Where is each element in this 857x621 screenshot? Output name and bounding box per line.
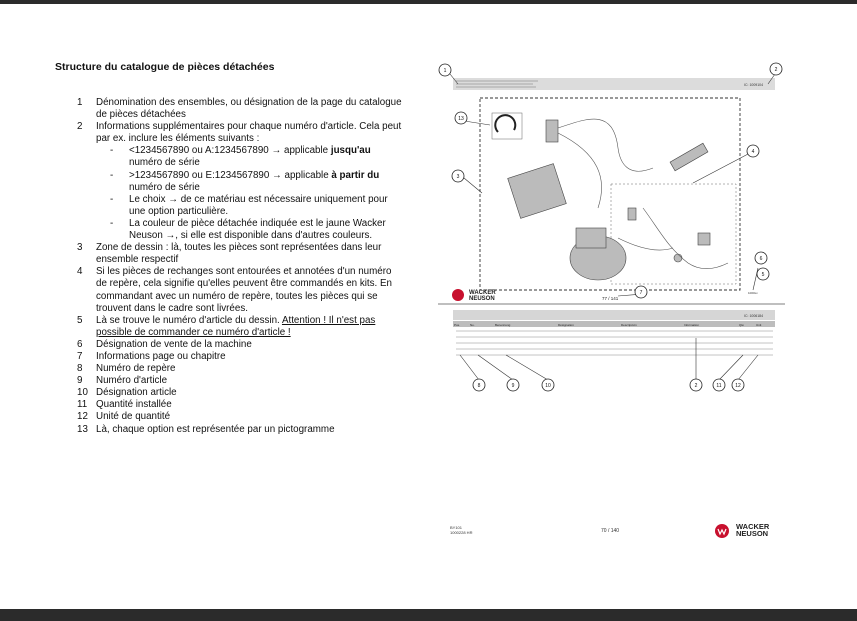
- catalogue-page-diagram: [438, 58, 785, 398]
- kit-frame: [611, 184, 736, 284]
- bottom-border: [0, 609, 857, 621]
- callout-9-label: 9: [511, 383, 515, 389]
- list-item: [57, 387, 402, 399]
- table-code: IC: 1006184: [744, 314, 764, 318]
- sub-text-end: numéro de série: [129, 157, 200, 169]
- list-item: [57, 399, 402, 411]
- item-text: Là se trouve le numéro d'article du dessin.: [96, 314, 282, 326]
- dash: -: [110, 145, 114, 157]
- sub-item: [57, 170, 402, 194]
- list-item: [57, 411, 402, 423]
- sub-bold: jusqu'au: [330, 145, 371, 157]
- footer-logo-text: [736, 523, 769, 537]
- callout-5-label: 5: [761, 272, 765, 278]
- item-text: Informations supplémentaires pour chaque numéro d'article. Cela peut par ex. inclure les éléments suivants :: [96, 121, 402, 145]
- callout-12-label: 12: [735, 383, 741, 389]
- logo-top: WACKER: [469, 290, 496, 296]
- item-text: Zone de dessin : là, toutes les pièces sont représentées dans leur ensemble respectif: [96, 242, 382, 266]
- list-item: [57, 242, 402, 266]
- item-number: 3: [77, 242, 83, 254]
- page-title: Structure du catalogue de pièces détachées: [55, 61, 275, 73]
- list-item: [57, 266, 402, 314]
- sub-item: [57, 218, 402, 242]
- sub-item: [57, 145, 402, 169]
- wacker-logo-icon: [452, 289, 464, 301]
- list-item: [57, 424, 402, 436]
- item-text: Si les pièces de rechanges sont entourées et annotées d'un numéro de repère, cela signifie qu'elles peuvent être commandés en kits. En commandant avec un numéro de repère, toutes les pièces qui se trouvent dans le cadre sont livrées.: [96, 266, 392, 314]
- item-text: Désignation article: [96, 387, 177, 399]
- callout-3-label: 3: [456, 174, 460, 180]
- logo-top: WACKER: [736, 522, 770, 531]
- item-number: 10: [77, 387, 88, 399]
- dash: -: [110, 193, 114, 205]
- footer-page-number: 70 / 140: [601, 528, 620, 534]
- col-benennung: Benennung: [495, 323, 511, 327]
- list-item: [57, 97, 402, 121]
- col-pos: Pos.: [454, 323, 461, 327]
- item-number: 13: [77, 423, 88, 435]
- item-text: Désignation de vente de la machine: [96, 338, 252, 350]
- callout-2-label: 2: [774, 67, 778, 73]
- item-number: 6: [77, 338, 83, 350]
- callout-1-label: 1: [443, 68, 447, 74]
- col-information: Information: [684, 323, 700, 327]
- col-no: No.: [470, 323, 475, 327]
- item-number: 7: [77, 350, 83, 362]
- footer-left: [450, 525, 472, 535]
- top-border: [0, 0, 857, 4]
- item-number: 4: [77, 266, 83, 278]
- footer-line: 1000228 HR: [450, 530, 473, 535]
- item-number: 12: [77, 411, 88, 423]
- logo-bottom: NEUSON: [736, 529, 769, 538]
- wacker-logo-icon: [712, 521, 732, 541]
- logo-bottom: NEUSON: [469, 296, 495, 302]
- drawing-page-ref: 77 / 141: [602, 296, 619, 301]
- item-text: Unité de quantité: [96, 411, 171, 423]
- callout-6-label: 6: [759, 256, 763, 262]
- item-text: Numéro d'article: [96, 375, 168, 387]
- callout-8-label: 8: [477, 383, 481, 389]
- sub-text: <1234567890 ou A:1234567890 → applicable: [129, 145, 331, 157]
- dash: -: [110, 169, 114, 181]
- sub-text: >1234567890 ou E:1234567890 → applicable: [129, 169, 332, 181]
- item-text: Informations page ou chapitre: [96, 350, 226, 362]
- list-item: [57, 339, 402, 351]
- item-number: 11: [77, 399, 88, 411]
- col-unit: Unit: [756, 323, 762, 327]
- drawing-number: 1000xx: [748, 291, 758, 295]
- sub-item: [57, 194, 402, 218]
- item-number: 8: [77, 363, 83, 375]
- sub-bold: à partir du: [331, 169, 380, 181]
- sub-text-end: numéro de série: [129, 181, 200, 193]
- item-number: 5: [77, 314, 83, 326]
- warning-text: Attention ! Il n'est pas possible de commander ce numéro d'article !: [96, 314, 376, 338]
- item-number: 2: [77, 121, 83, 133]
- callout-13-label: 13: [458, 116, 464, 122]
- item-text: Numéro de repère: [96, 363, 176, 375]
- list-item: [57, 315, 402, 339]
- list-item: [57, 121, 402, 145]
- legend-list: [57, 97, 402, 436]
- rpm-pictogram: [492, 113, 522, 139]
- item-number: 9: [77, 375, 83, 387]
- list-item: [57, 375, 402, 387]
- list-item: [57, 351, 402, 363]
- table-title-strip: [453, 310, 775, 320]
- callout-4-label: 4: [751, 149, 755, 155]
- item-text: Dénomination des ensembles, ou désignation de la page du catalogue de pièces détachées: [96, 97, 402, 121]
- col-designation: Désignation: [558, 323, 574, 327]
- list-item: [57, 363, 402, 375]
- col-descripcion: Descripción: [621, 323, 637, 327]
- sub-text: La couleur de pièce détachée indiquée est le jaune Wacker Neuson →, si elle est disponible dans d'autres couleurs.: [129, 217, 386, 242]
- col-qty: Qté: [739, 323, 744, 327]
- callout-11-label: 11: [716, 383, 722, 389]
- callout-10-label: 10: [545, 383, 551, 389]
- dash: -: [110, 217, 114, 229]
- callout-7-label: 7: [639, 290, 643, 296]
- item-text: Quantité installée: [96, 399, 172, 411]
- footer-line: BY101: [450, 525, 463, 530]
- item-number: 1: [77, 97, 83, 108]
- callout-2-table-label: 2: [694, 383, 698, 389]
- sub-text: Le choix → de ce matériau est nécessaire uniquement pour une option particulière.: [129, 193, 388, 217]
- table-rows: [456, 331, 773, 355]
- item-text: Là, chaque option est représentée par un pictogramme: [96, 423, 335, 435]
- header-code: IC: 1009104: [744, 83, 764, 87]
